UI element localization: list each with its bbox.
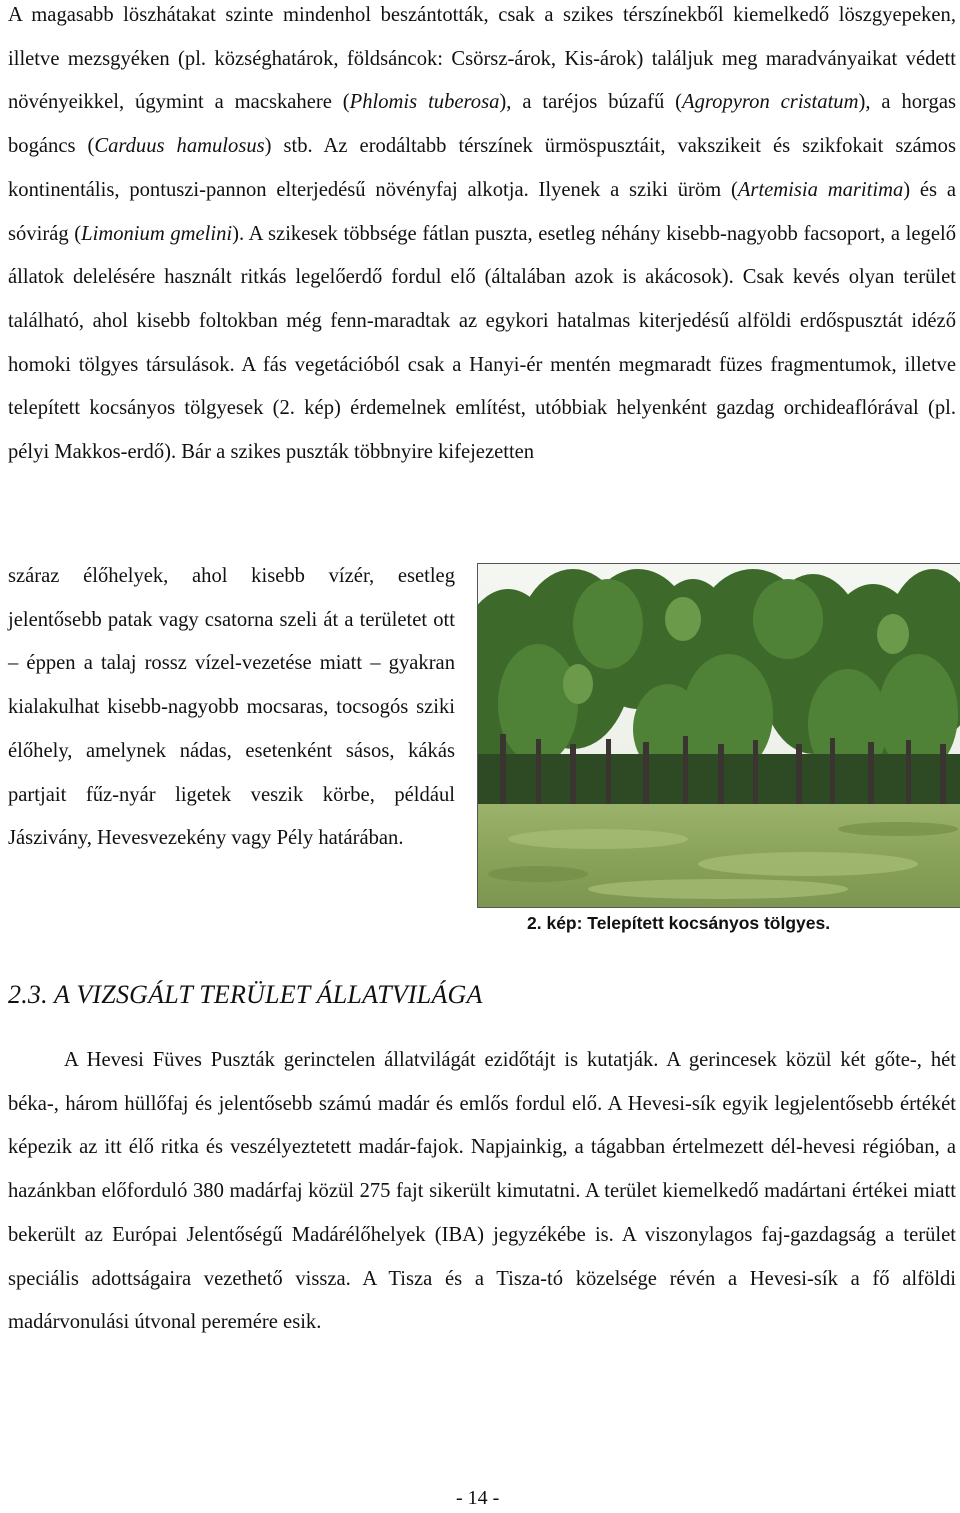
section-heading: 2.3. A VIZSGÁLT TERÜLET ÁLLATVILÁGA — [8, 980, 483, 1009]
species-name: Agropyron cristatum — [682, 91, 859, 114]
species-name: Phlomis tuberosa — [349, 91, 500, 114]
paragraph-loess-grasslands: A magasabb löszhátakat szinte mindenhol beszántották, csak a szikes térszínekből kiemelkedő löszgyepeken, illetve mezsgyéken (pl. községhatárok, földsáncok: Csörsz-árok, Kis-árok) találjuk meg maradványaikat védett növényeikkel, úgymint a macskahere (Phlomis tuberosa), a taréjos búzafű (Agropyron cristatum), a horgas bogáncs (Carduus hamulosus) stb. Az erodáltabb térszínek ürmöspusztáit, vakszikeit és szikfokait számos kontinentális, pontuszi-pannon elterjedésű növényfaj alkotja. Ilyenek a sziki üröm (Artemisia maritima) és a sóvirág (Limonium gmelini). A szikesek többsége fátlan puszta, esetleg néhány kisebb-nagyobb facsoport, a legelő állatok delelésére használt ritkás legelőerdő fordul elő (általában azok is akácosok). Csak kevés olyan terület található, ahol kisebb foltokban még fenn-maradtak az egykori hatalmas kiterjedésű alföldi erdőspusztát idéző homoki tölgyes társulások. A fás vegetációból csak a Hanyi-ér mentén megmaradt füzes fragmentumok, illetve telepített kocsányos tölgyesek (2. kép) érdemelnek említést, utóbbiak helyenként gazdag orchideaflórával (pl. pélyi Makkos-erdő). Bár a szikes puszták többnyire kifejezetten — [8, 4, 957, 464]
species-name: Artemisia maritima — [737, 178, 904, 201]
species-name: Carduus hamulosus — [94, 135, 265, 158]
species-name: Limonium gmelini — [81, 222, 233, 245]
page-number: - 14 - — [456, 1487, 500, 1509]
paragraph-fauna: A Hevesi Füves Puszták gerinctelen állatvilágát ezidőtájt is kutatják. A gerincesek közül két gőte-, hét béka-, három hüllőfaj és jelentősebb számú madár és emlős fordul elő. A Hevesi-sík egyik legjelentősebb értékét képezik az itt élő ritka és veszélyeztetett madár-fajok. Napjainkig, a tágabban értelmezett dél-hevesi régióban, a hazánkban előforduló 380 madárfaj közül 275 fajt sikerült kimutatni. A terület kiemelkedő madártani értékei miatt bekerült az Európai Jelentőségű Madárélőhelyek (IBA) jegyzékébe is. A viszonylagos faj-gazdagság a terület speciális adottságaira vezethető vissza. A Tisza és a Tisza-tó közelsége révén a Hevesi-sík a fő alföldi madárvonulási útvonal peremére esik. — [8, 1049, 956, 1334]
oak-forest-photo — [477, 563, 960, 908]
figure-caption: 2. kép: Telepített kocsányos tölgyes. — [527, 913, 831, 933]
paragraph-wetland-habitats: száraz élőhelyek, ahol kisebb vízér, esetleg jelentősebb patak vagy csatorna szeli át a területet ott – éppen a talaj rossz vízel-vezetése miatt – gyakran kialakulhat kisebb-nagyobb mocsaras, tocsogós sziki élőhely, amelynek nádas, esetenként sásos, kákás partjait fűz-nyár ligetek veszik körbe, például Jászivány, Hevesvezekény vagy Pély határában. — [8, 565, 455, 850]
